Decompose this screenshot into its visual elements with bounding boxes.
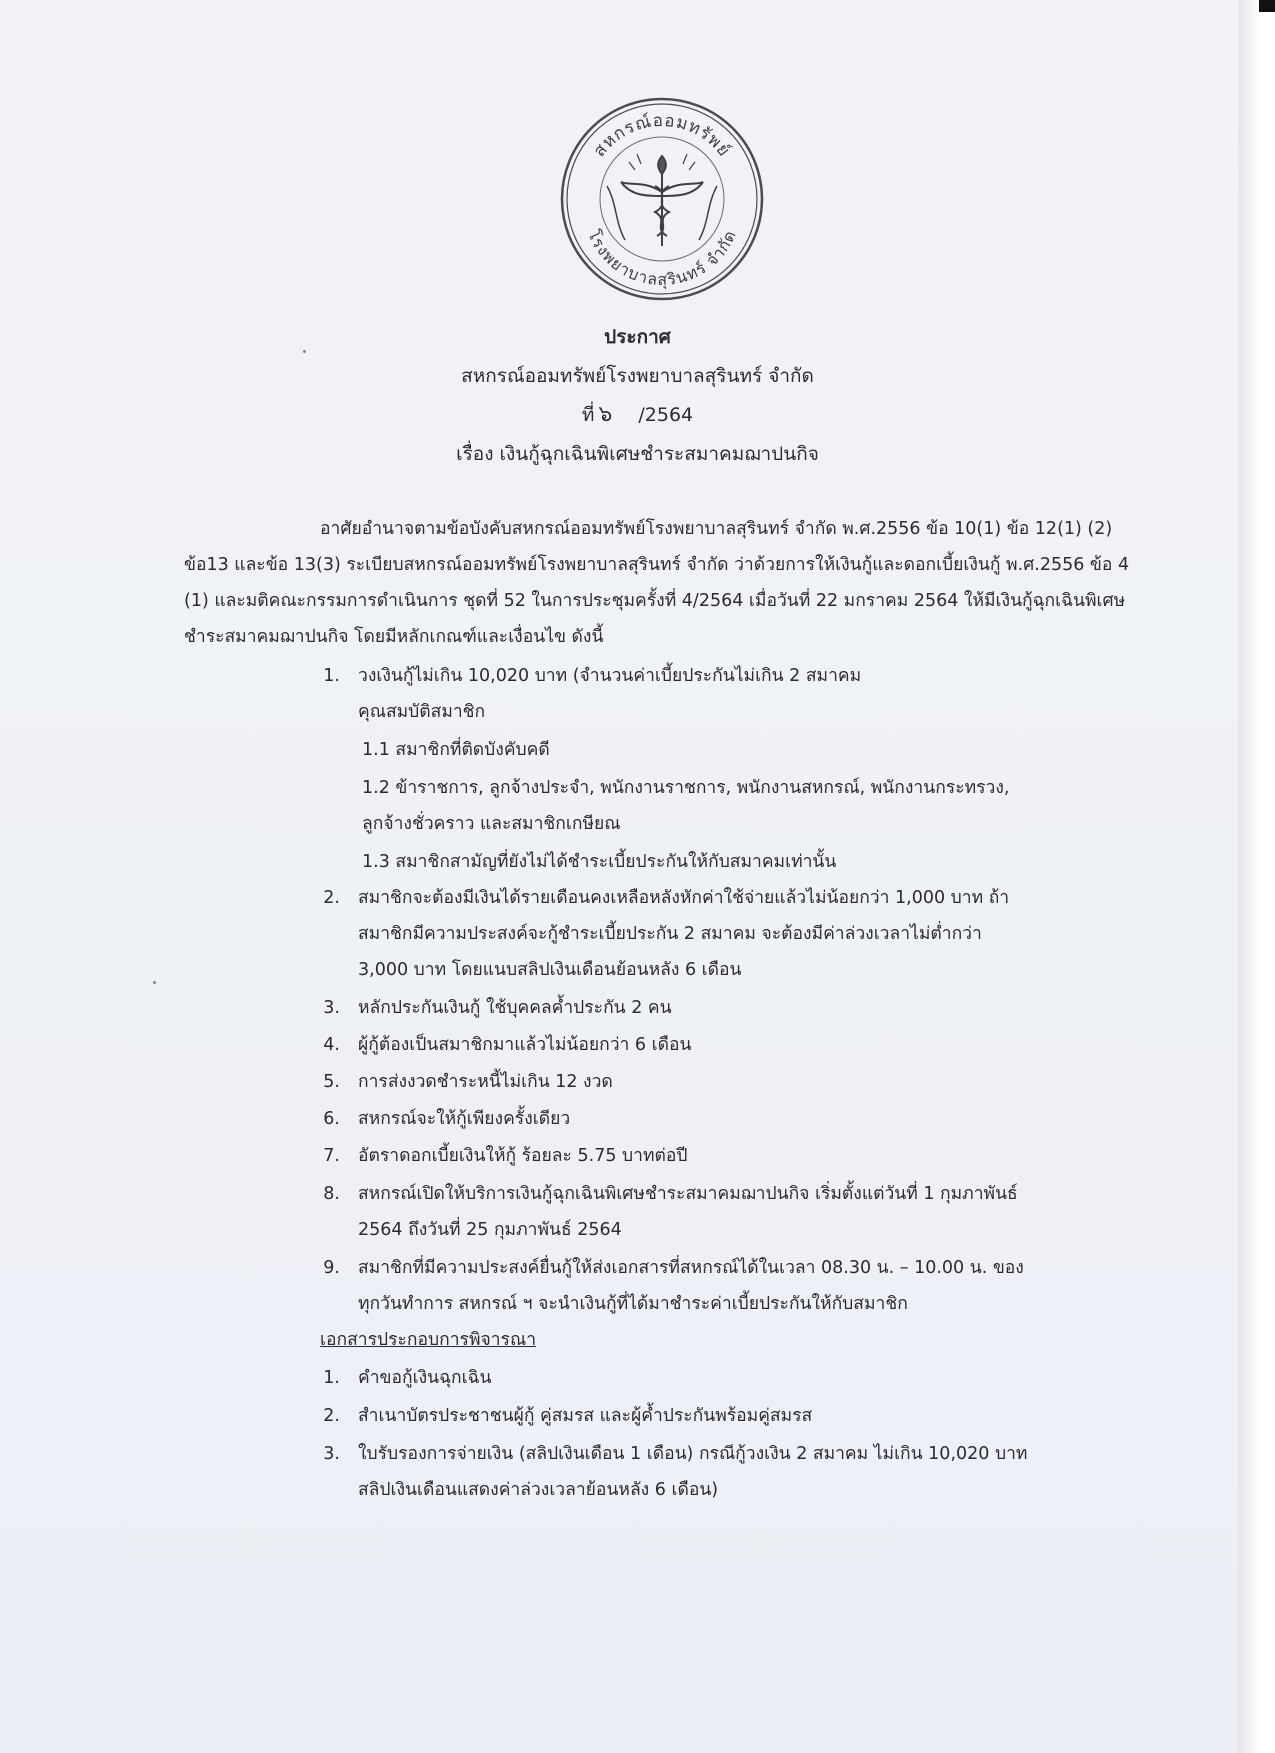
number-prefix: ที่ <box>581 404 595 426</box>
announcement-number <box>0 401 1275 429</box>
scan-edge <box>1238 0 1275 1753</box>
cooperative-seal-icon <box>559 96 765 302</box>
intro-paragraph <box>184 511 1144 655</box>
svg-text:โรงพยาบาลสุรินทร์ จำกัด: โรงพยาบาลสุรินทร์ จำกัด <box>583 226 741 290</box>
scan-speck <box>153 981 156 984</box>
intro-text: อาศัยอำนาจตามข้อบังคับสหกรณ์ออมทรัพย์โรงพยาบาลสุรินทร์ จำกัด พ.ศ.2556 ข้อ 10(1) ข้อ 12(1) (2) ข้อ13 และข้อ 13(3) ระเบียบสหกรณ์ออมทรัพย์โรงพยาบาลสุรินทร์ จำกัด ว่าด้วยการให้เงินกู้และดอกเบี้ยเงินกู้ พ.ศ.2556 ข้อ 4 (1) และมติคณะกรรมการดำเนินการ ชุดที่ 52 ในการประชุมครั้งที่ 4/2564 เมื่อวันที่ 22 มกราคม 2564 ให้มีเงินกู้ฉุกเฉินพิเศษชำระสมาคมฌาปนกิจ โดยมีหลักเกณฑ์และเงื่อนไข ดังนี้ <box>184 519 1130 647</box>
svg-text:สหกรณ์ออมทรัพย์: สหกรณ์ออมทรัพย์ <box>589 110 735 162</box>
announcement-title: ประกาศ <box>604 326 671 348</box>
number-year: /2564 <box>638 404 694 426</box>
section-heading: เอกสารประกอบการพิจารณา <box>320 1330 537 1350</box>
scan-corner-mark <box>1259 0 1275 12</box>
organization-name: สหกรณ์ออมทรัพย์โรงพยาบาลสุรินทร์ จำกัด <box>461 365 814 387</box>
handwritten-number: ๖ <box>598 402 613 427</box>
announcement-subject: เรื่อง เงินกู้ฉุกเฉินพิเศษชำระสมาคมฌาปนกิจ <box>456 443 819 465</box>
